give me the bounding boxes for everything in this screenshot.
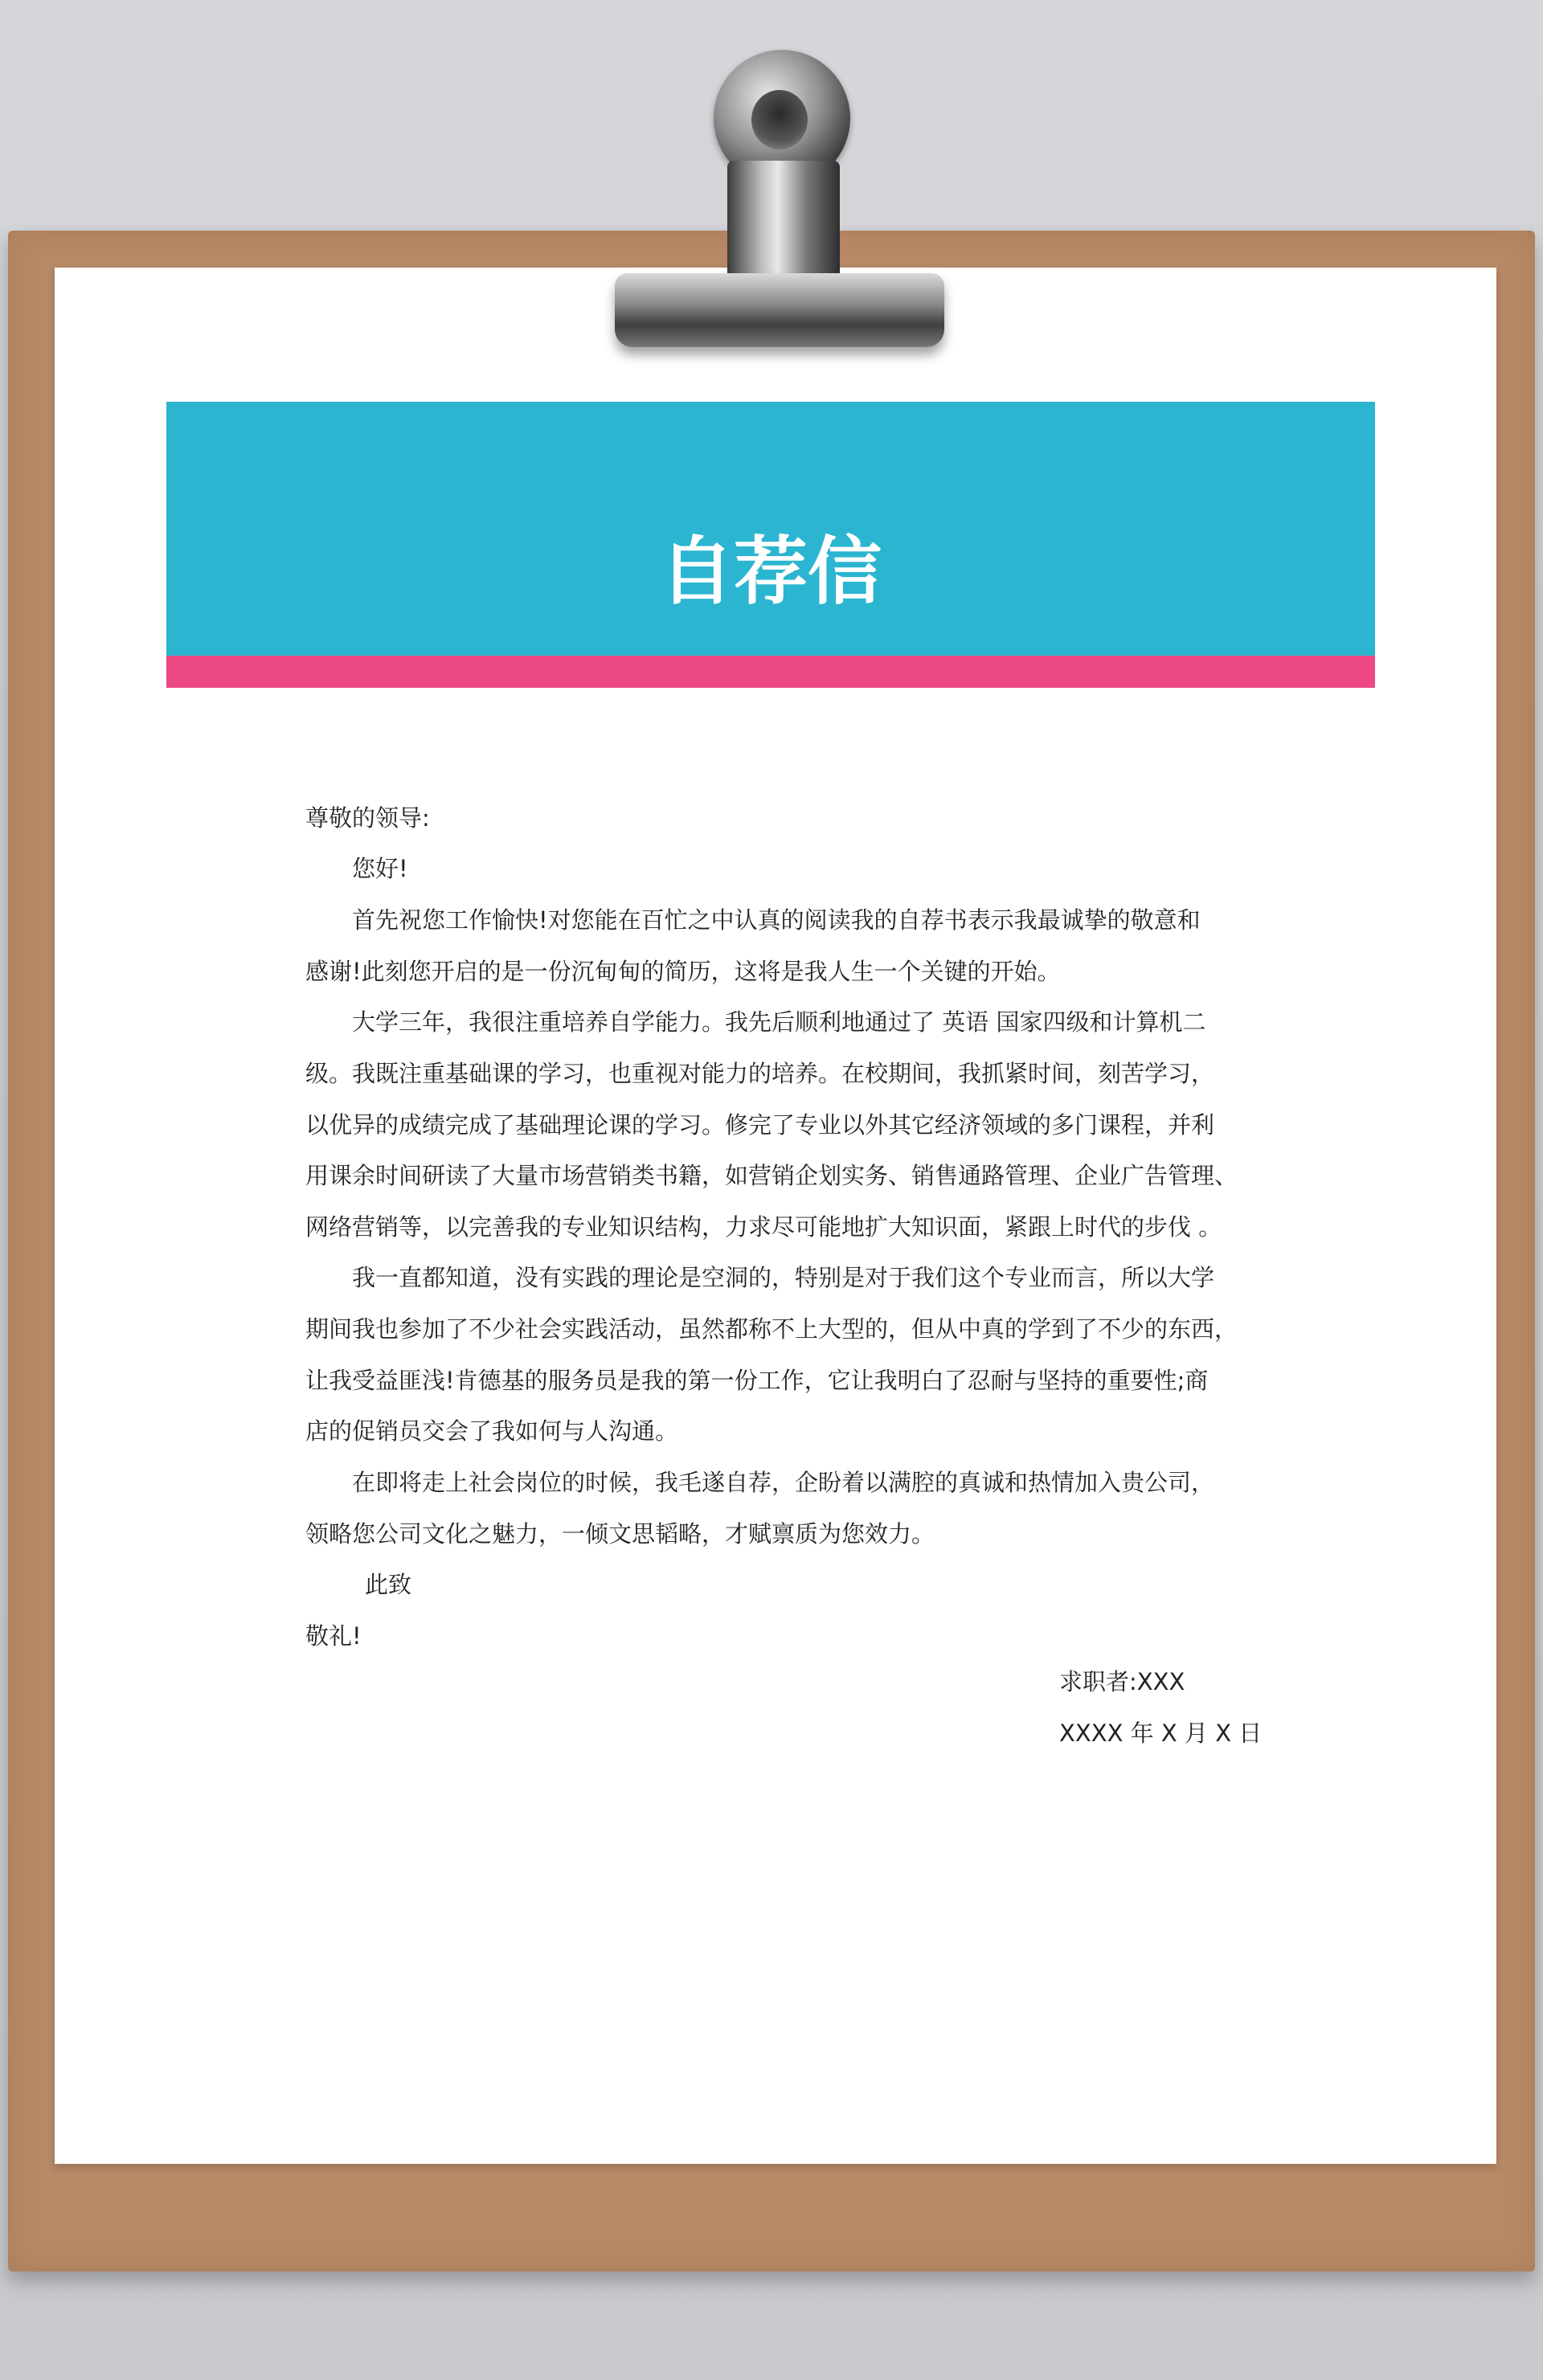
- paragraph-2-line: 大学三年，我很注重培养自学能力。我先后顺利地通过了 英语 国家四级和计算机二: [352, 1008, 1206, 1036]
- paragraph-1-line: 首先祝您工作愉快!对您能在百忙之中认真的阅读我的自荐书表示我最诚挚的敬意和: [352, 906, 1201, 934]
- closing-salute: 敬礼!: [305, 1622, 362, 1650]
- paragraph-2-line: 用课余时间研读了大量市场营销类书籍，如营销企划实务、销售通路管理、企业广告管理、: [305, 1162, 1238, 1189]
- binder-clip-icon: [615, 273, 944, 347]
- salutation: 尊敬的领导:: [305, 804, 430, 832]
- paragraph-4-line: 在即将走上社会岗位的时候，我毛遂自荐，企盼着以满腔的真诚和热情加入贵公司，: [352, 1469, 1215, 1496]
- paragraph-1-line: 感谢!此刻您开启的是一份沉甸甸的简历，这将是我人生一个关键的开始。: [305, 958, 1061, 985]
- binder-clip-stem: [727, 161, 840, 289]
- paragraph-2-line: 网络营销等，以完善我的专业知识结构，力求尽可能地扩大知识面，紧跟上时代的步伐 。: [305, 1213, 1222, 1241]
- closing-phrase: 此致: [365, 1571, 412, 1598]
- paragraph-3-line: 期间我也参加了不少社会实践活动，虽然都称不上大型的，但从中真的学到了不少的东西，: [305, 1315, 1238, 1343]
- paragraph-3-line: 让我受益匪浅!肯德基的服务员是我的第一份工作，它让我明白了忍耐与坚持的重要性;商: [305, 1367, 1209, 1394]
- paragraph-3-line: 店的促销员交会了我如何与人沟通。: [305, 1417, 679, 1445]
- header-accent-stripe: [166, 656, 1375, 688]
- signature: 求职者:XXX: [1059, 1668, 1185, 1695]
- binder-clip-hole: [751, 90, 808, 149]
- date: XXXX 年 X 月 X 日: [1059, 1720, 1263, 1747]
- paragraph-3-line: 我一直都知道，没有实践的理论是空洞的，特别是对于我们这个专业而言，所以大学: [352, 1264, 1215, 1291]
- paragraph-2-line: 级。我既注重基础课的学习，也重视对能力的培养。在校期间，我抓紧时间，刻苦学习，: [305, 1060, 1215, 1087]
- greeting: 您好!: [352, 855, 408, 882]
- paragraph-4-line: 领略您公司文化之魅力，一倾文思韬略，才赋禀质为您效力。: [305, 1520, 935, 1548]
- page-title: 自荐信: [659, 529, 882, 615]
- paragraph-2-line: 以优异的成绩完成了基础理论课的学习。修完了专业以外其它经济领域的多门课程，并利: [305, 1111, 1215, 1139]
